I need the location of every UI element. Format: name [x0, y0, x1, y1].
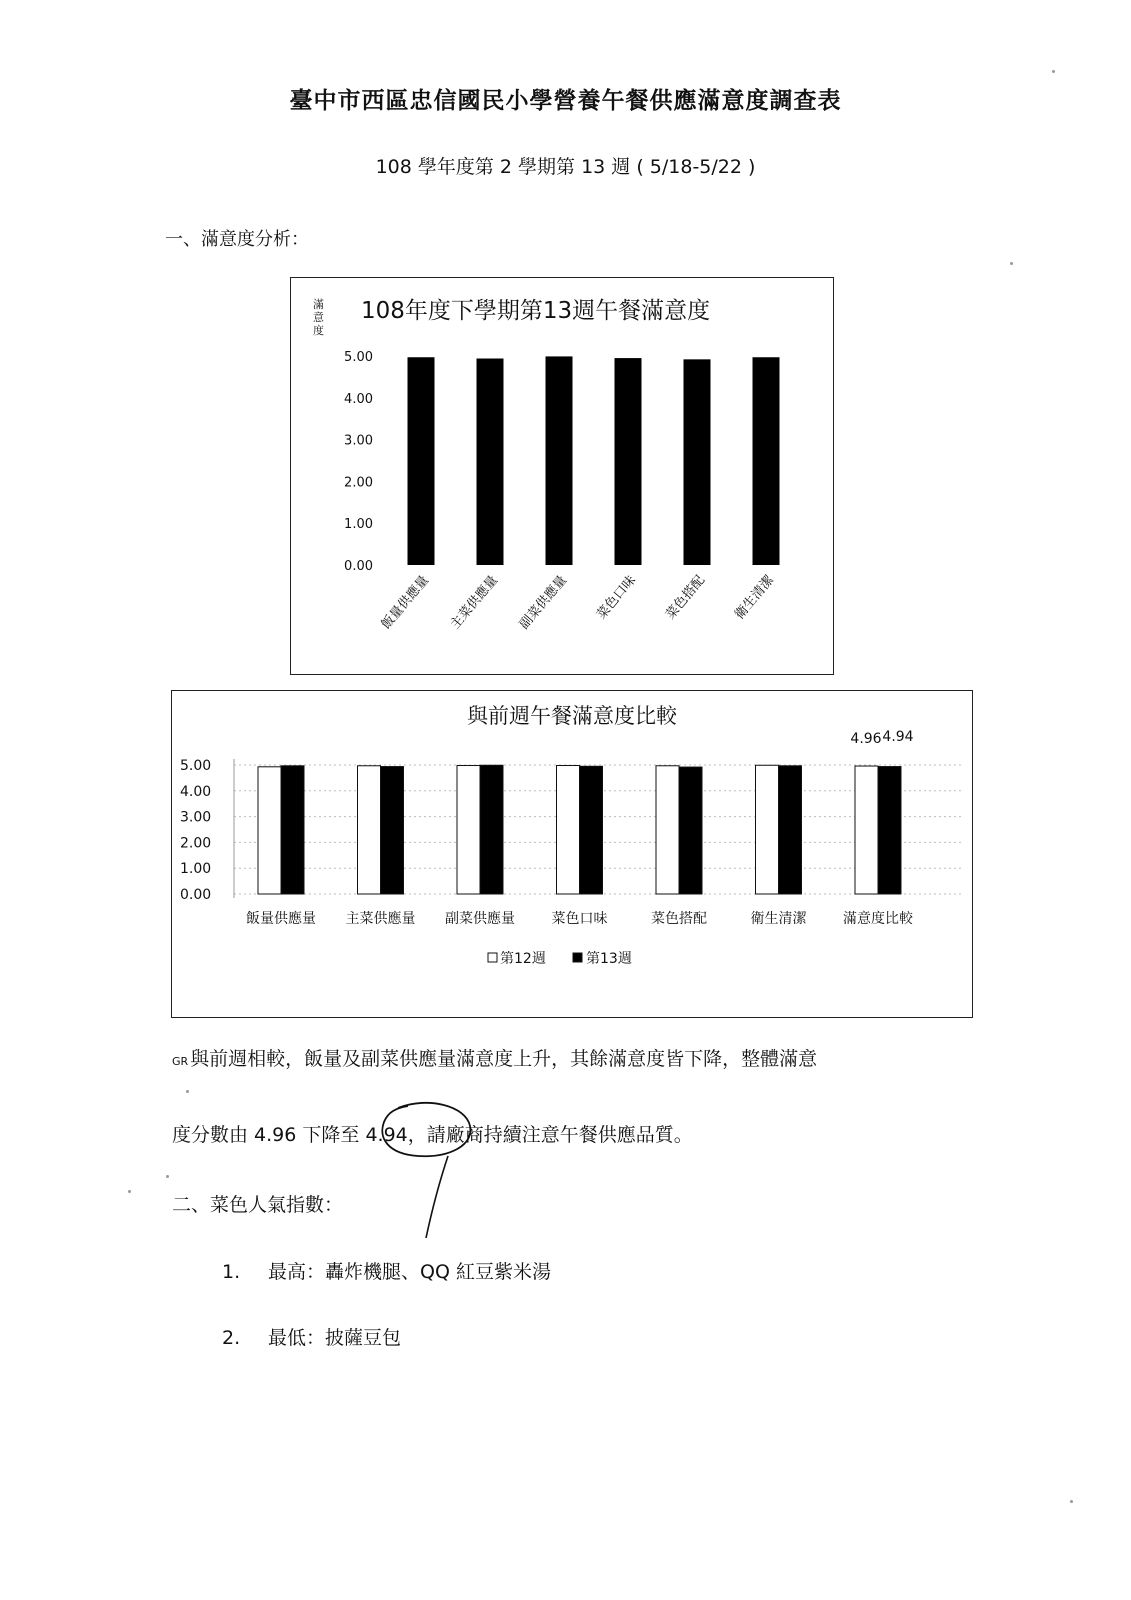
summary-text-2b: ，請廠商持續注意午餐供應品質。 [407, 1124, 693, 1146]
dish-item-lowest [222, 1323, 401, 1350]
chart2-category-label: 副菜供應量 [445, 911, 515, 927]
chart1-ytick-label: 1.00 [344, 517, 373, 533]
scan-speck [166, 1175, 169, 1178]
legend-swatch-week13 [573, 953, 582, 962]
chart2-bar-week13 [480, 765, 503, 894]
chart2-bar-week13 [679, 767, 702, 894]
chart2-bar-week12 [457, 766, 480, 894]
chart2-bar-week12 [258, 767, 281, 894]
chart2-bar-week12 [756, 765, 779, 894]
chart1-category-label: 飯量供應量 [378, 572, 433, 633]
chart2-bar-week12 [557, 766, 580, 894]
chart2-ytick-label: 2.00 [180, 835, 212, 852]
chart1-bar [684, 359, 711, 565]
scan-speck [128, 1190, 131, 1193]
chart1-frame [290, 277, 834, 675]
chart2-svg [172, 691, 972, 1017]
dish-item-highest [222, 1257, 551, 1284]
chart2-category-label: 主菜供應量 [345, 911, 416, 927]
legend-swatch-week12 [488, 953, 497, 962]
summary-text-1: 與前週相較，飯量及副菜供應量滿意度上升，其餘滿意度皆下降，整體滿意 [190, 1048, 818, 1070]
scan-speck [186, 1090, 189, 1093]
chart1-svg [291, 278, 833, 674]
chart2-ytick-label: 4.00 [180, 783, 212, 800]
chart2-ytick-label: 0.00 [180, 887, 212, 903]
chart1-bar [546, 356, 573, 565]
chart2-bar-week12 [656, 766, 679, 894]
dish-number: 1. [222, 1261, 241, 1283]
scan-speck [1070, 1500, 1073, 1503]
summary-paragraph-line1 [172, 1044, 817, 1071]
chart1-ytick-label: 3.00 [344, 433, 373, 449]
chart1-ytick-label: 4.00 [344, 391, 373, 407]
chart1-category-label: 副菜供應量 [516, 572, 571, 633]
chart2-bar-week13 [381, 767, 404, 894]
chart2-category-label: 滿意度比較 [843, 911, 913, 927]
chart1-ylabel: 滿意度 [313, 298, 324, 337]
chart1-ytick-label: 0.00 [344, 559, 373, 574]
chart2-data-label: 4.94 [882, 729, 914, 745]
pen-annotation-circle [378, 1100, 476, 1240]
chart1-bar [615, 358, 642, 565]
dish-text: 最高：轟炸機腿、QQ 紅豆紫米湯 [268, 1261, 551, 1283]
chart1-ytick-label: 2.00 [344, 475, 373, 491]
chart2-category-label: 菜色搭配 [651, 911, 707, 927]
chart2-ytick-label: 5.00 [180, 758, 212, 774]
scan-speck [1052, 70, 1055, 73]
chart1-category-label: 主菜供應量 [447, 572, 502, 633]
dish-number: 2. [222, 1327, 241, 1349]
chart1-bar [477, 359, 504, 565]
chart2-bar-week12 [358, 766, 381, 894]
chart2-bar-week13 [580, 766, 603, 894]
summary-text-2a: 度分數由 4.96 下降至 [172, 1124, 360, 1146]
chart2-category-label: 菜色口味 [551, 911, 608, 927]
chart2-bar-week13 [281, 766, 304, 894]
legend-label-week12: 第12週 [500, 951, 546, 967]
chart1-category-label: 菜色口味 [594, 572, 640, 623]
chart2-data-label: 4.96 [850, 731, 882, 747]
chart2-category-label: 衛生清潔 [750, 911, 807, 927]
chart1-ytick-label: 5.00 [344, 350, 373, 365]
dish-text: 最低：披薩豆包 [268, 1327, 402, 1349]
document-subtitle: 108 學年度第 2 學期第 13 週 ( 5/18-5/22 ) [375, 156, 756, 178]
chart1-category-label: 菜色搭配 [663, 572, 709, 623]
document-title: 臺中市西區忠信國民小學營養午餐供應滿意度調查表 [289, 88, 842, 114]
chart2-title: 與前週午餐滿意度比較 [467, 704, 677, 728]
chart1-bar [753, 357, 780, 565]
scan-speck [1010, 262, 1013, 265]
chart2-frame [171, 690, 973, 1018]
chart1-category-label: 衛生清潔 [732, 572, 778, 623]
chart2-bar-week13 [878, 767, 901, 894]
handwritten-mark: GR [172, 1055, 189, 1068]
chart2-bar-week13 [779, 766, 802, 894]
chart2-bar-week12 [855, 766, 878, 894]
section1-heading: 一、滿意度分析： [165, 229, 309, 250]
chart1-bar [408, 357, 435, 565]
section2-heading: 二、菜色人氣指數： [172, 1194, 344, 1216]
chart2-ytick-label: 1.00 [180, 861, 212, 878]
chart1-title: 108年度下學期第13週午餐滿意度 [361, 298, 711, 324]
summary-value: 4.94 [365, 1124, 408, 1146]
legend-label-week13: 第13週 [586, 951, 632, 967]
chart2-ytick-label: 3.00 [180, 809, 212, 826]
chart2-category-label: 飯量供應量 [246, 911, 316, 927]
